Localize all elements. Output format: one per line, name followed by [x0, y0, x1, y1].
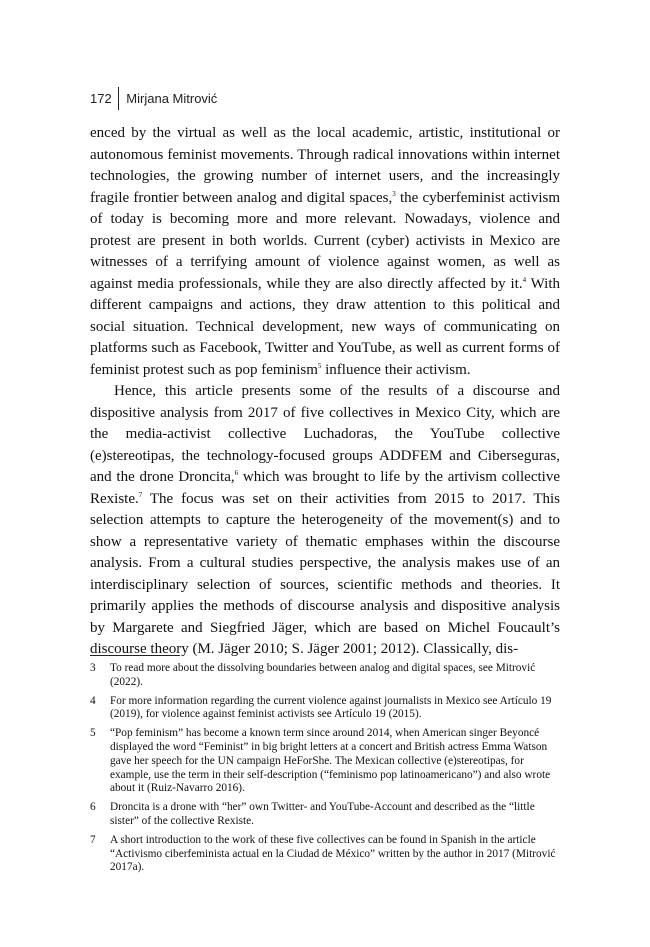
footnote-number: 3 — [90, 662, 96, 674]
footnote-ref[interactable]: 5 — [317, 361, 322, 370]
paragraph — [90, 123, 560, 381]
footnote — [90, 801, 560, 829]
paragraph-text: which was brought to life by the artivism collective Rexiste. — [90, 469, 560, 507]
footnote-number: 5 — [90, 727, 96, 740]
footnote-text: “Pop feminism” has become a known term since around 2014, when American singer Beyoncé displayed the word “Feminist” in big bright letters at a concert and British actress Emma Watson gave her speech for the UN campaign HeForShe. The Mexican collective (e)stereotipas, for example, use the term in their self-description (“feminismo pop latinoamericano”) and also wrote about it (Ruiz-Navarro 2016). — [110, 727, 551, 795]
running-header-author: Mirjana Mitrović — [126, 90, 218, 106]
footnote-text: To read more about the dissolving boundaries between analog and digital spaces, see Mitrović (2022). — [110, 662, 536, 688]
paragraph-text: The focus was set on their activities from 2015 to 2017. This selection attempts to capture the heterogeneity of the movement(s) and to show a representative variety of thematic emphases within the discourse analysis. From a cultural studies perspective, the analysis makes use of an interdisciplinary selection of sources, scientific methods and theories. It primarily applies the methods of discourse analysis and dispositive analysis by Margarete and Siegfried Jäger, which are based on Michel Foucault’s discourse theory (M. Jäger 2010; S. Jäger 2001; 2012). Classically, dis- — [90, 490, 560, 657]
footnote — [90, 662, 560, 690]
paragraph-text: With different campaigns and actions, they draw attention to this political and social situation. Technical development, new ways of communicating on platforms such as Facebook, Twitter and YouTube, as well as current forms of feminist protest such as pop feminism — [90, 275, 560, 378]
page-number: 172 — [90, 90, 112, 106]
footnote — [90, 727, 560, 796]
footnote-text: For more information regarding the current violence against journalists in Mexico see Artículo 19 (2019), for violence against feminist activists see Artículo 19 (2015). — [110, 694, 552, 721]
footnote-separator — [90, 655, 180, 656]
footnote-ref[interactable]: 6 — [234, 469, 239, 477]
paragraph — [90, 381, 560, 661]
footnote-ref[interactable]: 4 — [522, 275, 527, 284]
running-header — [90, 86, 217, 110]
footnotes — [90, 662, 560, 880]
footnote-text: A short introduction to the work of these five collectives can be found in Spanish in the article “Activismo ciberfeminista actual en la Ciudad de México” written by the author in 2017 (Mitrović 2017a). — [110, 833, 556, 874]
footnote-ref[interactable]: 3 — [392, 189, 396, 198]
header-divider — [118, 87, 120, 110]
footnote-text: Droncita is a drone with “her” own Twitter- and YouTube-Account and described as the “little sister” of the collective Rexiste. — [110, 801, 535, 827]
paragraph-text: Hence, this article presents some of the results of a discourse and dispositive analysis from 2017 of five collectives in Mexico City, which are the media-activist collective Luchadoras, the YouTube collective (e)stereotipas, the technology-focused groups ADDFEM and Ciberseguras, and the drone Droncita, — [90, 383, 560, 485]
paragraph-text: enced by the virtual as well as the local academic, artistic, institutional or autonomous feminist movements. Through radical innovations within internet technologies, the growing number of internet users, and the increasingly fragile frontier between analog and digital spaces, — [90, 125, 560, 206]
footnote-number: 4 — [90, 694, 96, 707]
footnote — [90, 695, 560, 723]
footnote-number: 6 — [90, 801, 96, 814]
main-text — [90, 123, 560, 661]
footnote-number: 7 — [90, 833, 96, 846]
footnote-ref[interactable]: 7 — [138, 490, 143, 499]
paragraph-text: influence their activism. — [321, 361, 471, 378]
paragraph-text: the cyberfeminist activism of today is becoming more and more relevant. Nowadays, violence and protest are present in both worlds. Current (cyber) activists in Mexico are witnesses of a terrifying amount of violence against women, as well as against media professionals, while they are also directly affected by it. — [90, 189, 560, 292]
footnote — [90, 834, 560, 875]
